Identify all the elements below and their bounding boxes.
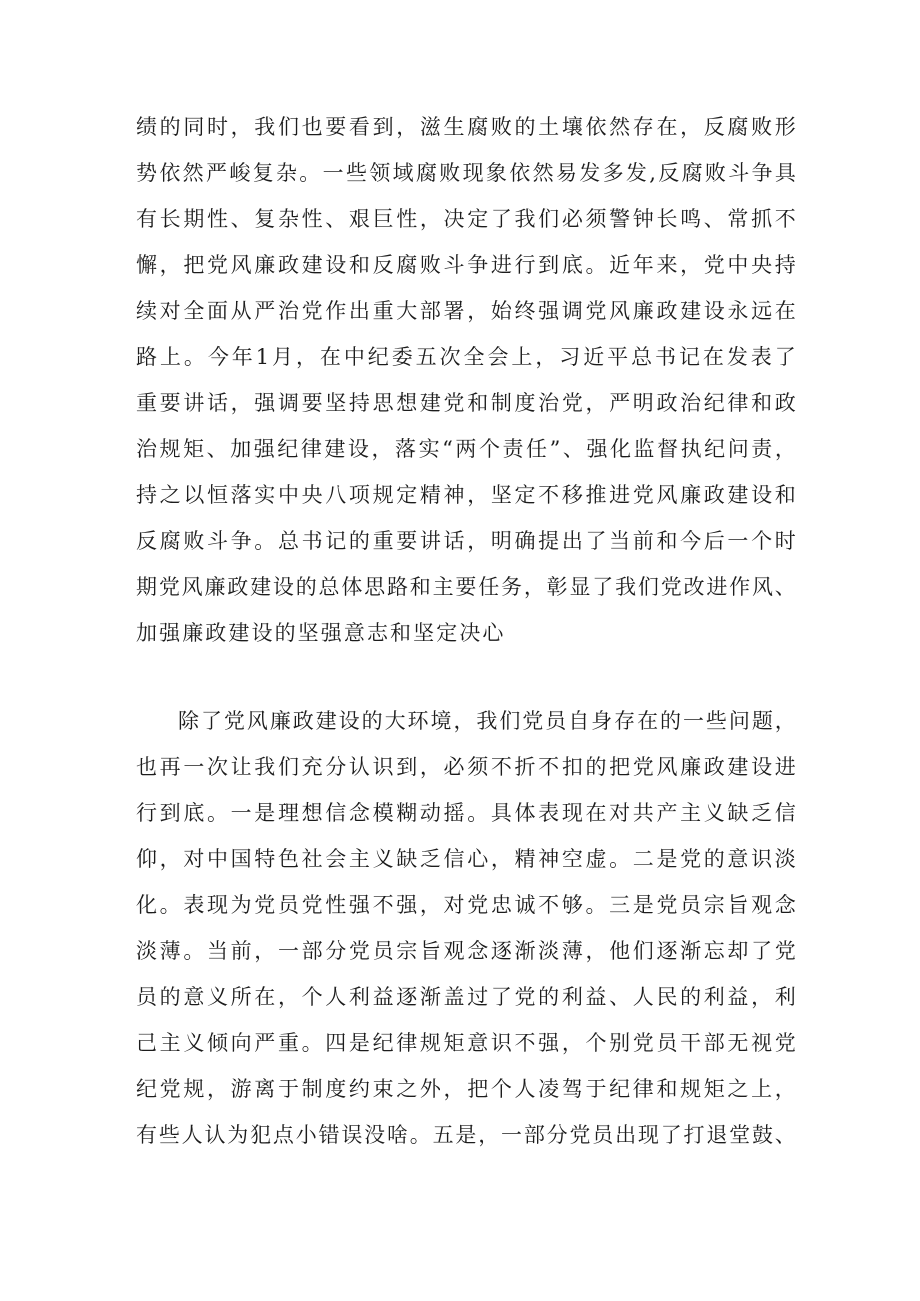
paragraph-line: 持 之 以 恒 落 实 中 央 八 项 规 定 精 神 ， 坚 定 不 移 推 进 党 风 廉 政 建 设 和 (136, 483, 796, 507)
paragraph-line: 有 长 期 性 、 复 杂 性 、 艰 巨 性 ， 决 定 了 我 们 必 须 警 钟 长 鸣 、 常 抓 不 (136, 207, 796, 231)
paragraph-line: 也 再 一 次 让 我 们 充 分 认 识 到 ， 必 须 不 折 不 扣 的 把 党 风 廉 政 建 设 进 (136, 755, 796, 779)
paragraph-line: 反 腐 败 斗 争 。 总 书 记 的 重 要 讲 话 ， 明 确 提 出 了 当 前 和 今 后 一 个 时 (136, 529, 796, 553)
paragraph-line: 期党风廉政建设的总体思路和主要任务，彰显了我们党改进作风、 (136, 575, 796, 599)
paragraph-line: 懈 ， 把 党 风 廉 政 建 设 和 反 腐 败 斗 争 进 行 到 底 。 近 年 来 ， 党 中 央 持 (136, 253, 796, 277)
paragraph-line: 加强廉政建设的坚强意志和坚定决心 (136, 621, 504, 645)
paragraph-line: 行 到 底 。 一 是 理 想 信 念 模 糊 动 摇 。 具 体 表 现 在 对 共 产 主 义 缺 乏 信 (136, 801, 796, 825)
paragraph-line: 化 。 表 现 为 党 员 党 性 强 不 强 ， 对 党 忠 诚 不 够 。 三 是 党 员 宗 旨 观 念 (136, 893, 796, 917)
paragraph-line: 重 要 讲 话 ， 强 调 要 坚 持 思 想 建 党 和 制 度 治 党 ， 严 明 政 治 纪 律 和 政 (136, 391, 796, 415)
paragraph-line: 淡 薄 。 当 前 ， 一 部 分 党 员 宗 旨 观 念 逐 渐 淡 薄 ， 他 们 逐 渐 忘 却 了 党 (136, 939, 796, 963)
paragraph-line: 纪 党 规 ， 游 离 于 制 度 约 束 之 外 ， 把 个 人 凌 驾 于 纪 律 和 规 矩 之 上 ， (136, 1077, 796, 1101)
paragraph-line: 续 对 全 面 从 严 治 党 作 出 重 大 部 署 ， 始 终 强 调 党 风 廉 政 建 设 永 远 在 (136, 299, 796, 323)
paragraph-line: 路 上 。 今 年 1 月 ， 在 中 纪 委 五 次 全 会 上 ， 习 近 平 总 书 记 在 发 表 了 (136, 345, 796, 369)
paragraph-line: 绩 的 同 时 ， 我 们 也 要 看 到 ， 滋 生 腐 败 的 土 壤 依 然 存 在 ， 反 腐 败 形 (136, 115, 796, 139)
paragraph-line: 有些人认为犯点小错误没啥。五是，一部分党员出现了打退堂鼓、 (136, 1123, 796, 1147)
paragraph-line: 己 主 义 倾 向 严 重 。 四 是 纪 律 规 矩 意 识 不 强 ， 个 别 党 员 干 部 无 视 党 (136, 1031, 796, 1055)
paragraph-line: 仰 ， 对 中 国 特 色 社 会 主 义 缺 乏 信 心 ， 精 神 空 虚 。 二 是 党 的 意 识 淡 (136, 847, 796, 871)
paragraph-line: 势 依 然 严 峻 复 杂 。 一 些 领 域 腐 败 现 象 依 然 易 发 多 发 , 反 腐 败 斗 争 具 (136, 161, 796, 185)
paragraph-line: 治 规 矩 、 加 强 纪 律 建 设 ， 落 实 “ 两 个 责 任 ” 、 强 化 监 督 执 纪 问 责 ， (136, 437, 796, 461)
paragraph-line: 员 的 意 义 所 在 ， 个 人 利 益 逐 渐 盖 过 了 党 的 利 益 、 人 民 的 利 益 ， 利 (136, 985, 796, 1009)
paragraph-line: 除了党风廉政建设的大环境，我们党员自身存在的一些问题， (178, 709, 796, 733)
